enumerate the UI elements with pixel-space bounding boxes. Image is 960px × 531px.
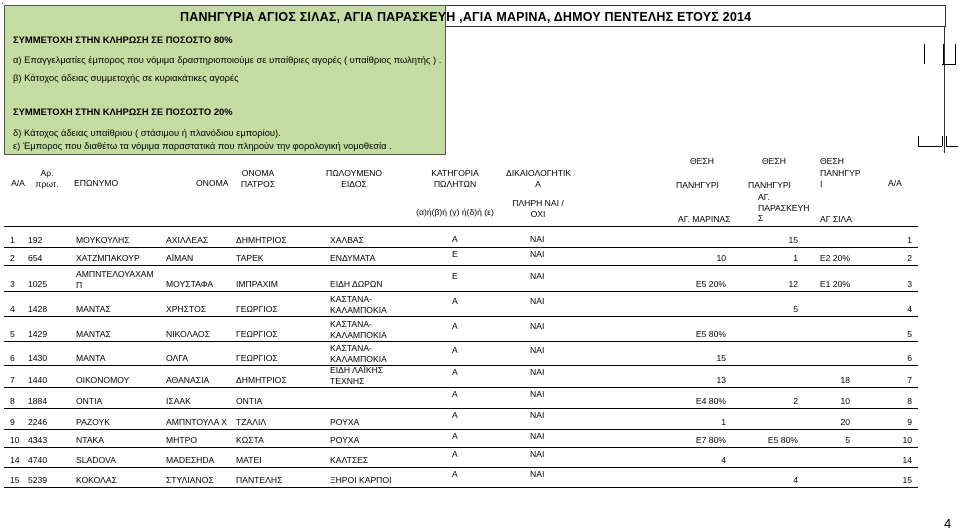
deco-mark [918, 146, 942, 147]
cell-item: ΕΙΔΗ ΔΩΡΩΝ [330, 279, 383, 289]
cell-sila: Ε2 20% [819, 253, 850, 263]
deco-mark [942, 136, 943, 146]
cell-name: ΣΤΥΛΙΑΝΟΣ [166, 475, 214, 485]
cell-marina: Ε4 80% [695, 396, 726, 406]
cell-aa: 15 [10, 475, 20, 485]
cell-cat: Α [452, 389, 458, 399]
cell-docs: ΝΑΙ [530, 321, 545, 331]
cell-cat: Α [452, 321, 458, 331]
cell-ar: 5239 [28, 475, 48, 485]
cell-docs: ΝΑΙ [530, 431, 545, 441]
row-divider [4, 247, 918, 248]
cell-cat: Α [452, 367, 458, 377]
header-documents: ΔΙΚΑΙΟΛΟΓΗΤΙΚ Α [506, 168, 572, 189]
row-divider [4, 408, 918, 409]
header-ag-marina: ΑΓ. ΜΑΡΙΝΑΣ [678, 214, 731, 224]
header-item: ΠΩΛΟΥΜΕΝΟ ΕΙΔΟΣ [326, 168, 383, 189]
cell-docs: ΝΑΙ [530, 296, 545, 306]
cell-paraskevi: 1 [793, 253, 798, 263]
cell-surname: ΜΑΝΤΑΣ [76, 304, 111, 314]
cell-cat: Α [452, 345, 458, 355]
cell-sila: 18 [840, 375, 850, 385]
cell-name: ΑΪΜΑΝ [166, 253, 194, 263]
cell-docs: ΝΑΙ [530, 249, 545, 259]
row-divider [4, 487, 918, 488]
cell-item: ΕΝΔΥΜΑΤΑ [330, 253, 376, 263]
cell-aa2: 4 [907, 304, 912, 314]
header-ag-paraskevi: ΑΓ. ΠΑΡΑΣΚΕΥΗ Σ [758, 192, 810, 223]
cell-name: ΙΣΑΑΚ [166, 396, 191, 406]
cell-cat: Α [452, 469, 458, 479]
cell-aa: 1 [10, 235, 15, 245]
cell-item: ΕΙΔΗ ΛΑΪΚΗΣ ΤΕΧΝΗΣ [330, 365, 384, 386]
row-divider [4, 341, 918, 342]
cell-surname: ΧΑΤΖΜΠΑΚΟΥΡ [76, 253, 140, 263]
cell-aa2: 7 [907, 375, 912, 385]
deco-mark [946, 136, 947, 146]
cell-paraskevi: 12 [788, 279, 798, 289]
deco-mark [955, 44, 956, 64]
cell-cat: Α [452, 234, 458, 244]
cell-surname: ΚΟΚΟΛΑΣ [76, 475, 117, 485]
cell-aa: 3 [10, 279, 15, 289]
cell-aa: 10 [10, 435, 20, 445]
cell-aa: 5 [10, 329, 15, 339]
cell-surname: ΑΜΠΝΤΕΛΟΥΑΧΑΜ Π [76, 269, 154, 290]
cell-name: ΑΘΑΝΑΣΙΑ [166, 375, 210, 385]
cell-surname: SLADOVA [76, 455, 116, 465]
cell-father: ΔΗΜΗΤΡΙΟΣ [236, 375, 287, 385]
cell-aa: 4 [10, 304, 15, 314]
header-ar-prot: Αρ. πρωτ. [35, 168, 59, 189]
cell-sila: 5 [845, 435, 850, 445]
cell-item: ΚΑΣΤΑΝΑ- ΚΑΛΑΜΠΟΚΙΑ [330, 294, 387, 315]
row-divider [4, 429, 918, 430]
cell-ar: 1440 [28, 375, 48, 385]
cell-father: ΓΕΩΡΓΙΟΣ [236, 353, 278, 363]
cell-docs: ΝΑΙ [530, 410, 545, 420]
cell-aa: 8 [10, 396, 15, 406]
row-divider [4, 265, 918, 266]
cell-item: ΡΟΥΧΑ [330, 417, 360, 427]
cell-surname: ΜΑΝΤΑΣ [76, 329, 111, 339]
category-d-text: δ) Κάτοχος άδειας υπαίθριου ( στάσιμου ή πλανόδιου εμπορίου). [13, 127, 281, 138]
cell-father: ΜΑΤΕΙ [236, 455, 262, 465]
cell-aa2: 5 [907, 329, 912, 339]
cell-cat: Ε [452, 249, 458, 259]
cell-father: ΔΗΜΗΤΡΙΟΣ [236, 235, 287, 245]
cell-docs: ΝΑΙ [530, 345, 545, 355]
cell-docs: ΝΑΙ [530, 271, 545, 281]
cell-aa2: 3 [907, 279, 912, 289]
cell-cat: Ε [452, 271, 458, 281]
cell-aa2: 6 [907, 353, 912, 363]
cell-name: ΟΛΓΑ [166, 353, 188, 363]
cell-father: ΠΑΝΤΕΛΗΣ [236, 475, 283, 485]
cell-ar: 192 [28, 235, 43, 245]
cell-aa: 2 [10, 253, 15, 263]
cell-aa: 9 [10, 417, 15, 427]
header-ag-sila: ΑΓ ΣΙΛΑ [820, 214, 853, 224]
cell-paraskevi: 2 [793, 396, 798, 406]
header-place-1: ΘΕΣΗ [690, 156, 714, 166]
cell-item: ΞΗΡΟΙ ΚΑΡΠΟΙ [330, 475, 392, 485]
deco-mark [924, 44, 925, 64]
cell-aa2: 1 [907, 235, 912, 245]
page-number: 4 [944, 516, 952, 531]
cell-name: MADEΣΗDA [166, 455, 215, 465]
cell-docs: ΝΑΙ [530, 389, 545, 399]
participation-80-heading: ΣΥΜΜΕΤΟΧΗ ΣΤΗΝ ΚΛΗΡΩΣΗ ΣΕ ΠΟΣΟΣΤΟ 80% [13, 34, 233, 45]
cell-marina: 1 [721, 417, 726, 427]
header-festival-1: ΠΑΝΗΓΥΡΙ [676, 180, 719, 190]
cell-ar: 654 [28, 253, 43, 263]
cell-docs: ΝΑΙ [530, 367, 545, 377]
cell-paraskevi: 15 [788, 235, 798, 245]
row-divider [4, 291, 918, 292]
header-aa-right: Α/Α [888, 178, 902, 188]
cell-sila: 20 [840, 417, 850, 427]
cell-docs: ΝΑΙ [530, 469, 545, 479]
header-place-3: ΘΕΣΗ [820, 156, 844, 166]
deco-mark [943, 44, 944, 64]
cell-ar: 4740 [28, 455, 48, 465]
cell-name: ΝΙΚΟΛΑΟΣ [166, 329, 210, 339]
deco-mark [942, 64, 956, 65]
cell-marina: 10 [716, 253, 726, 263]
cell-father: ΓΕΩΡΓΙΟΣ [236, 329, 278, 339]
document-title: ΠΑΝΗΓΥΡΙΑ ΑΓΙΟΣ ΣΙΛΑΣ, ΑΓΙΑ ΠΑΡΑΣΚΕΥΗ ,ΑΓΙΑ ΜΑΡΙΝΑ, ΔΗΜΟΥ ΠΕΝΤΕΛΗΣ ΕΤΟΥΣ 2014 [180, 10, 752, 24]
row-divider [4, 387, 918, 388]
cell-surname: ΡΑΖΟΥΚ [76, 417, 110, 427]
cell-marina: 4 [721, 455, 726, 465]
right-border [944, 27, 945, 153]
category-b-text: β) Κάτοχος άδειας συμμετοχής σε κυριακάτικες αγορές [13, 72, 239, 83]
cell-aa: 7 [10, 375, 15, 385]
cell-item: ΡΟΥΧΑ [330, 435, 360, 445]
cell-marina: Ε5 20% [695, 279, 726, 289]
cell-sila: Ε1 20% [819, 279, 850, 289]
cell-father: ΙΜΠΡΑΧΙΜ [236, 279, 278, 289]
row-divider [4, 467, 918, 468]
cell-aa2: 9 [907, 417, 912, 427]
header-divider [4, 226, 918, 227]
cell-ar: 1428 [28, 304, 48, 314]
cell-ar: 4343 [28, 435, 48, 445]
cell-surname: ΟΝΤΙΑ [76, 396, 103, 406]
cell-marina: Ε5 80% [695, 329, 726, 339]
cell-item: ΧΑΛΒΑΣ [330, 235, 364, 245]
cell-father: ΟΝΤΙΑ [236, 396, 263, 406]
cell-surname: ΜΟΥΚΟΥΛΗΣ [76, 235, 130, 245]
header-surname: ΕΠΩΝΥΜΟ [74, 178, 119, 188]
cell-aa2: 15 [902, 475, 912, 485]
cell-aa2: 8 [907, 396, 912, 406]
cell-ar: 1430 [28, 353, 48, 363]
deco-mark [946, 146, 958, 147]
cell-marina: 15 [716, 353, 726, 363]
cell-item: ΚΑΣΤΑΝΑ- ΚΑΛΑΜΠΟΚΙΑ [330, 319, 387, 340]
cell-paraskevi: 5 [793, 304, 798, 314]
header-festival-2: ΠΑΝΗΓΥΡΙ [748, 180, 791, 190]
corner-dot: . [1, 0, 4, 7]
cell-name: ΜΗΤΡΟ [166, 435, 198, 445]
row-divider [4, 365, 918, 366]
row-divider [4, 316, 918, 317]
header-aa: Α/Α [11, 178, 25, 188]
cell-cat: Α [452, 296, 458, 306]
cell-ar: 1884 [28, 396, 48, 406]
cell-aa2: 10 [902, 435, 912, 445]
cell-ar: 1025 [28, 279, 48, 289]
cell-name: ΜΟΥΣΤΑΦΑ [166, 279, 214, 289]
cell-surname: ΜΑΝΤΑ [76, 353, 106, 363]
cell-aa: 14 [10, 455, 20, 465]
cell-docs: ΝΑΙ [530, 234, 545, 244]
cell-aa2: 2 [907, 253, 912, 263]
cell-cat: Α [452, 410, 458, 420]
row-divider [4, 447, 918, 448]
green-info-box [4, 5, 446, 155]
cell-father: ΓΕΩΡΓΙΟΣ [236, 304, 278, 314]
cell-surname: ΝΤΑΚΑ [76, 435, 105, 445]
cell-aa: 6 [10, 353, 15, 363]
header-category-sub: (α)ή(β)ή (γ) ή(δ)ή (ε) [416, 207, 494, 217]
cell-paraskevi: Ε5 80% [767, 435, 798, 445]
header-festival-3: ΠΑΝΗΓΥΡ Ι [820, 168, 861, 189]
category-a-text: α) Επαγγελματίες έμπορος που νόμιμα δραστηριοποιούμε σε υπαίθριες αγορές ( υπαίθριος πωλητής ) . [13, 54, 442, 65]
cell-name: ΧΡΗΣΤΟΣ [166, 304, 207, 314]
cell-surname: ΟΙΚΟΝΟΜΟΥ [76, 375, 130, 385]
cell-cat: Α [452, 449, 458, 459]
header-father-name: ΟΝΟΜΑ ΠΑΤΡΟΣ [240, 168, 276, 189]
cell-father: ΤΑΡΕΚ [236, 253, 264, 263]
cell-name: ΑΧΙΛΛΕΑΣ [166, 235, 209, 245]
header-name: ΟΝΟΜΑ [196, 178, 229, 188]
cell-name: ΑΜΠΝΤΟΥΛΑ Χ [166, 417, 228, 427]
cell-cat: Α [452, 431, 458, 441]
cell-item: ΚΑΛΤΣΕΣ [330, 455, 369, 465]
header-documents-sub: ΠΛΗΡΗ ΝΑΙ / ΟΧΙ [512, 198, 564, 219]
cell-father: ΤΖΑΛΙΛ [236, 417, 267, 427]
cell-docs: ΝΑΙ [530, 449, 545, 459]
cell-father: ΚΩΣΤΑ [236, 435, 264, 445]
cell-ar: 1429 [28, 329, 48, 339]
participation-20-heading: ΣΥΜΜΕΤΟΧΗ ΣΤΗΝ ΚΛΗΡΩΣΗ ΣΕ ΠΟΣΟΣΤΟ 20% [13, 106, 233, 117]
cell-marina: 13 [716, 375, 726, 385]
header-category: ΚΑΤΗΓΟΡΙΑ ΠΩΛΗΤΩΝ [431, 168, 479, 189]
category-e-text: ε) Έμπορος που διαθέτω τα νόμιμα παραστατικά που πληρούν την φορολογική νομοθεσία . [13, 140, 392, 151]
header-place-2: ΘΕΣΗ [762, 156, 786, 166]
cell-item: ΚΑΣΤΑΝΑ- ΚΑΛΑΜΠΟΚΙΑ [330, 343, 387, 364]
cell-aa2: 14 [902, 455, 912, 465]
cell-sila: 10 [840, 396, 850, 406]
deco-mark [918, 136, 919, 146]
cell-ar: 2246 [28, 417, 48, 427]
cell-marina: Ε7 80% [695, 435, 726, 445]
cell-paraskevi: 4 [793, 475, 798, 485]
